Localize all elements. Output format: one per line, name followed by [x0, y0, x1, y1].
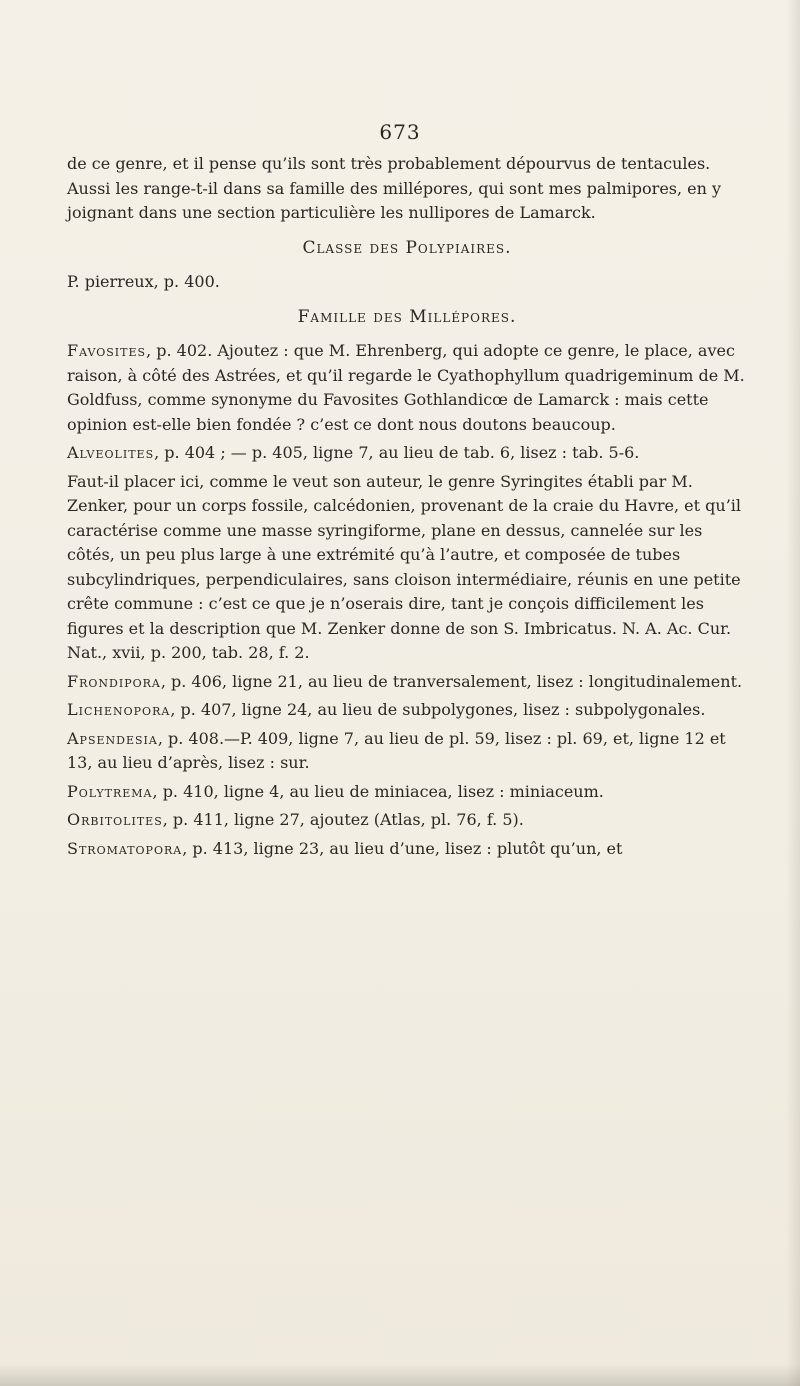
entry-orbitolites	[67, 808, 747, 833]
entry-lead: Stromatopora	[67, 838, 183, 858]
entry-lead: Apsendesia	[67, 728, 158, 748]
page-bottom-edge	[0, 1364, 800, 1386]
entry-alveolites	[67, 441, 747, 466]
page-edge-shadow	[786, 0, 800, 1386]
entry-text: , p. 408.—P. 409, ligne 7, au lieu de pl. 59, lisez : pl. 69, et, ligne 12 et 13, au lieu d’après, lisez : sur.	[67, 728, 726, 772]
entry-text: , p. 411, ligne 27, ajoutez (Atlas, pl. 76, f. 5).	[162, 810, 524, 829]
entry-lead: Frondipora	[67, 671, 161, 691]
subheading-pierreux: P. pierreux, p. 400.	[67, 272, 220, 291]
entry-text: , p. 413, ligne 23, au lieu d’une, lisez : plutôt qu’un, et	[182, 838, 623, 858]
entry-text: , p. 406, ligne 21, au lieu de tranversalement, lisez : longitudinalement.	[160, 671, 743, 691]
entry-text: , p. 407, ligne 24, au lieu de subpolygones, lisez : subpolygonales.	[170, 700, 706, 719]
entry-syringites	[67, 470, 747, 666]
entry-lead: Orbitolites	[67, 810, 163, 829]
entry-frondipora	[67, 670, 747, 695]
paragraph-intro: de ce genre, et il pense qu’ils sont très probablement dépourvus de tentacules. Aussi les range-t-il dans sa famille des millépores, qui sont mes palmipores, en y joignant dans une section particulière les nullipores de Lamarck.	[67, 154, 722, 222]
entry-lead: Lichenopora	[67, 700, 171, 719]
entry-favosites	[67, 339, 747, 437]
section-heading-famille: Famille des Millépores.	[297, 306, 517, 327]
entry-text: Faut-il placer ici, comme le veut son auteur, le genre Syringites établi par M. Zenker, pour un corps fossile, calcédonien, provenant de la craie du Havre, et qu’il caractérise comme une masse syringiforme, plane en dessus, cannelée sur les côtés, un peu plus large à une extrémité qu’à l’autre, et composée de tubes subcylindriques, perpendiculaires, sans cloison intermédiaire, réunis en une petite crête commune : c’est ce que je n’oserais dire, tant je conçois difficilement les figures et la description que M. Zenker donne de son S. Imbricatus. N. A. Ac. Cur. Nat., xvii, p. 200, tab. 28, f. 2.	[67, 471, 742, 662]
entry-text: , p. 402. Ajoutez : que M. Ehrenberg, qui adopte ce genre, le place, avec raison, à côté des Astrées, et qu’il regarde le Cyathophyllum quadrigeminum de M. Goldfuss, comme synonyme du Favosites Gothlandicœ de Lamarck : mais cette opinion est-elle bien fondée ? c’est ce dont nous doutons beaucoup.	[67, 341, 745, 434]
entry-text: , p. 410, ligne 4, au lieu de miniacea, lisez : miniaceum.	[152, 781, 604, 801]
page-text	[67, 152, 747, 861]
page-number: 673	[379, 120, 421, 144]
section-heading-classe: Classe des Polypiaires.	[302, 237, 512, 258]
entry-polytrema	[67, 780, 747, 805]
entry-lead: Polytrema	[67, 781, 153, 801]
entry-stromatopora	[67, 837, 747, 862]
entry-text: , p. 404 ; — p. 405, ligne 7, au lieu de tab. 6, lisez : tab. 5-6.	[154, 443, 640, 462]
entry-apsendesia	[67, 727, 747, 776]
entry-lead: Favosites	[67, 341, 147, 360]
entry-lead: Alveolites	[67, 443, 155, 462]
entry-lichenopora	[67, 698, 747, 723]
